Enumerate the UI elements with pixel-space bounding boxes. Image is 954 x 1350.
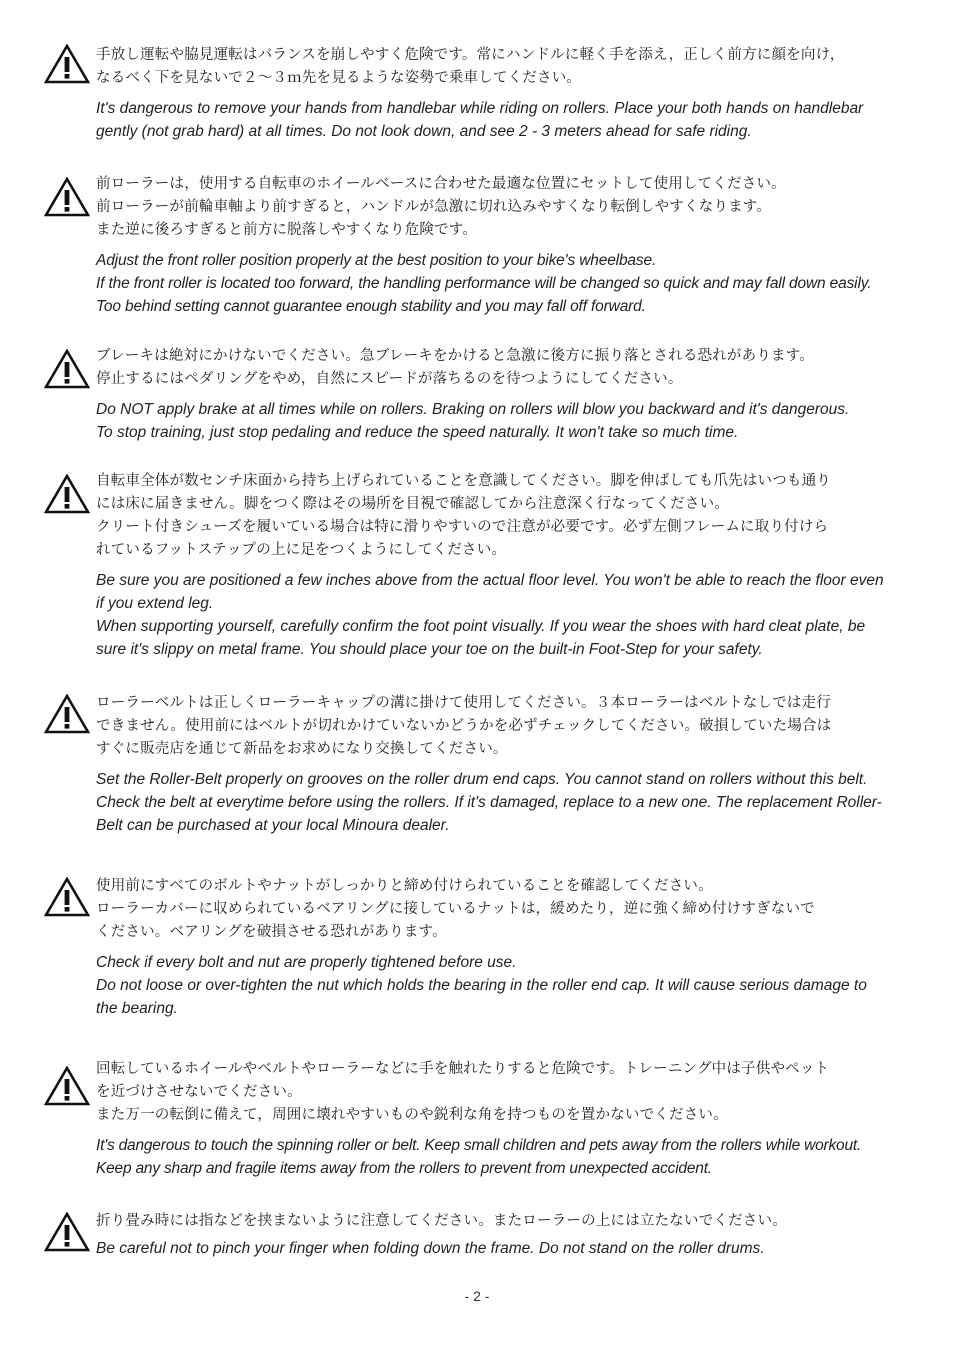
page-number: - 2 - [464,1288,490,1304]
en-line: Belt can be purchased at your local Minoura dealer. [96,817,450,834]
warning-text [96,345,916,444]
jp-line: ください。ベアリングを破損させる恐れがあります。 [96,924,447,940]
warning-text-english [96,951,916,1020]
en-line: Too behind setting cannot guarantee enough stability and you may fall off forward. [96,298,646,315]
warning-triangle-icon [44,349,90,389]
jp-line: ブレーキは絶対にかけないでください。急ブレーキをかけると急激に後方に振り落とされる恐れがあります。 [96,348,814,364]
warning-triangle-icon [44,177,90,217]
en-line: Do not loose or over-tighten the nut which holds the bearing in the roller end cap. It will cause serious damage to [96,977,867,994]
jp-line: 使用前にすべてのボルトやナットがしっかりと締め付けられていることを確認してください。 [96,878,713,894]
en-line: To stop training, just stop pedaling and reduce the speed naturally. It won't take so much time. [96,424,739,441]
warning-triangle-icon [44,44,90,84]
jp-line: なるべく下を見ないで２〜３ｍ先を見るような姿勢で乗車してください。 [96,70,582,86]
warning-text-japanese [96,875,916,944]
en-line: Be sure you are positioned a few inches above from the actual floor level. You won't be able to reach the floor even [96,572,884,589]
warning-text-japanese [96,1210,916,1233]
warning-text [96,875,916,1020]
warning-text-english [96,1134,916,1180]
jp-line: 回転しているホイールやベルトやローラーなどに手を触れたりすると危険です。トレーニング中は子供やペット [96,1061,830,1077]
jp-line: 折り畳み時には指などを挟まないように注意してください。またローラーの上には立たないでください。 [96,1213,787,1229]
jp-line: 前ローラーは，使用する自転車のホイールベースに合わせた最適な位置にセットして使用してください。 [96,176,786,192]
warning-triangle-icon [44,877,90,917]
jp-line: 手放し運転や脇見運転はバランスを崩しやすく危険です。常にハンドルに軽く手を添え，正しく前方に顔を向け， [96,47,845,63]
en-line: sure it's slippy on metal frame. You should place your toe on the built-in Foot-Step for your safety. [96,641,763,658]
warning-text-english [96,398,916,444]
en-line: if you extend leg. [96,595,214,612]
warning-text [96,1058,916,1180]
warning-text [96,1210,916,1260]
en-line: Adjust the front roller position properly at the best position to your bike's wheelbase. [96,252,657,269]
warning-text-japanese [96,173,916,242]
en-line: gently (not grab hard) at all times. Do not look down, and see 2 - 3 meters ahead for safe riding. [96,123,752,140]
warning-triangle-icon [44,474,90,514]
jp-line: できません。使用前にはベルトが切れかけていないかどうかを必ずチェックしてください。破損していた場合は [96,718,832,734]
en-line: Do NOT apply brake at all times while on rollers. Braking on rollers will blow you backward and it's dangerous. [96,401,850,418]
warning-text-english [96,249,916,318]
jp-line: 停止するにはペダリングをやめ，自然にスピードが落ちるのを待つようにしてください。 [96,371,683,387]
en-line: the bearing. [96,1000,178,1017]
jp-line: には床に届きません。脚をつく際はその場所を目視で確認してから注意深く行なってください。 [96,496,729,512]
jp-line: を近づけさせないでください。 [96,1084,302,1100]
jp-line: れているフットステップの上に足をつくようにしてください。 [96,542,507,558]
warning-text-english [96,1237,916,1260]
en-line: Check the belt at everytime before using the rollers. If it's damaged, replace to a new one. The replacement Roller- [96,794,882,811]
warning-text-english [96,768,916,837]
en-line: If the front roller is located too forward, the handling performance will be changed so quick and may fall down easily. [96,275,872,292]
jp-line: クリート付きシューズを履いている場合は特に滑りやすいので注意が必要です。必ず左側フレームに取り付けら [96,519,829,535]
en-line: It's dangerous to remove your hands from handlebar while riding on rollers. Place your both hands on handlebar [96,100,864,117]
en-line: It's dangerous to touch the spinning roller or belt. Keep small children and pets away from the rollers while workout. [96,1137,862,1154]
jp-line: 自転車全体が数センチ床面から持ち上げられていることを意識してください。脚を伸ばしても爪先はいつも通り [96,473,831,489]
warning-text-english [96,97,916,143]
warning-text-japanese [96,1058,916,1127]
warning-triangle-icon [44,1212,90,1252]
warning-text [96,470,916,661]
en-line: Be careful not to pinch your finger when folding down the frame. Do not stand on the roller drums. [96,1240,765,1257]
warning-text-japanese [96,44,916,90]
warning-text-japanese [96,345,916,391]
jp-line: すぐに販売店を通じて新品をお求めになり交換してください。 [96,741,508,757]
warning-text-english [96,569,916,661]
jp-line: また逆に後ろすぎると前方に脱落しやすくなり危険です。 [96,222,478,238]
en-line: When supporting yourself, carefully confirm the foot point visually. If you wear the shoes with hard cleat plate, be [96,618,866,635]
warning-triangle-icon [44,694,90,734]
en-line: Set the Roller-Belt properly on grooves on the roller drum end caps. You cannot stand on rollers without this belt. [96,771,868,788]
jp-line: ローラーベルトは正しくローラーキャップの溝に掛けて使用してください。３本ローラーはベルトなしでは走行 [96,695,831,711]
en-line: Check if every bolt and nut are properly tightened before use. [96,954,517,971]
warning-text [96,692,916,837]
warning-text [96,173,916,318]
warning-text-japanese [96,692,916,761]
warning-triangle-icon [44,1066,90,1106]
warning-text-japanese [96,470,916,562]
jp-line: 前ローラーが前輪車軸より前すぎると，ハンドルが急激に切れ込みやすくなり転倒しやすくなります。 [96,199,772,215]
en-line: Keep any sharp and fragile items away from the rollers to prevent from unexpected accident. [96,1160,712,1177]
jp-line: ローラーカバーに収められているベアリングに接しているナットは，緩めたり，逆に強く締め付けすぎないで [96,901,815,917]
jp-line: また万一の転倒に備えて，周囲に壊れやすいものや鋭利な角を持つものを置かないでください。 [96,1107,728,1123]
warning-text [96,44,916,143]
